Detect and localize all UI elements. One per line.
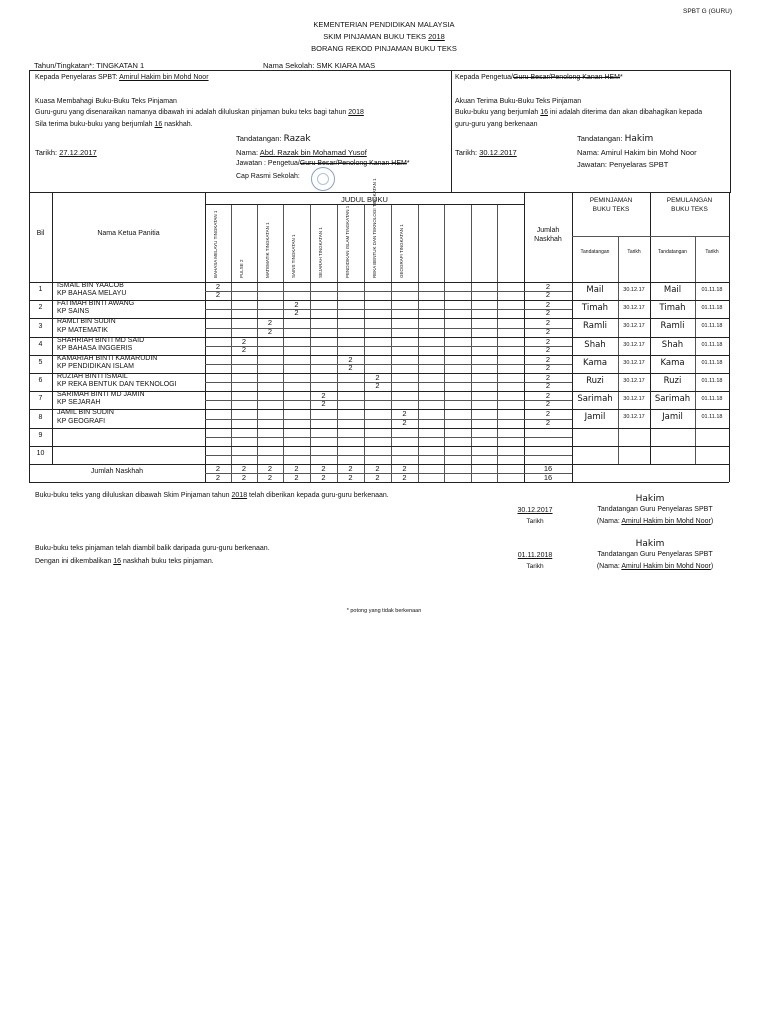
sig2-handwriting: Hakim bbox=[635, 539, 665, 549]
row-qty-a: 2 bbox=[321, 391, 326, 401]
right-signature: Tandatangan: Hakim bbox=[577, 134, 654, 144]
total-b: 2 bbox=[267, 473, 273, 482]
nama-header: Nama Ketua Panitia bbox=[97, 230, 160, 237]
row-bil: 7 bbox=[38, 395, 43, 403]
row-name: KAMARIAH BINTI KAMARUDIN bbox=[57, 354, 158, 362]
row-qty-b: 2 bbox=[402, 417, 407, 427]
row-qty-a: 2 bbox=[294, 300, 299, 310]
sig1-date: 30.12.2017 bbox=[517, 507, 553, 514]
row-pinjam-tarikh: 30.12.17 bbox=[623, 287, 645, 293]
form-title: BORANG REKOD PINJAMAN BUKU TEKS bbox=[311, 44, 457, 53]
sekolah-field: Nama Sekolah: SMK KIARA MAS bbox=[263, 61, 376, 70]
row-qty-b: 2 bbox=[375, 381, 380, 391]
row-pinjam-tarikh: 30.12.17 bbox=[623, 396, 645, 403]
row-jumlah-a: 2 bbox=[545, 373, 551, 382]
row-panitia: KP BAHASA MELAYU bbox=[57, 290, 127, 298]
row-jumlah-a: 2 bbox=[545, 300, 551, 310]
row-pinjam-signature: Timah bbox=[581, 303, 609, 314]
stmt-returned: Buku-buku teks pinjaman telah diambil balik daripada guru-guru berkenaan. bbox=[35, 545, 270, 552]
row-pinjam-signature: Ruzi bbox=[586, 376, 604, 386]
row-bil: 6 bbox=[38, 377, 43, 385]
row-qty-a: 2 bbox=[215, 282, 221, 291]
row-pinjam-signature: Jamil bbox=[584, 412, 606, 423]
row-jumlah-b: 2 bbox=[545, 417, 551, 427]
total-a: 2 bbox=[215, 464, 221, 473]
row-pinjam-signature: Ramli bbox=[583, 321, 607, 332]
akuan-line1: Buku-buku yang berjumlah 16 ini adalah diterima dan akan dibahagikan kepada bbox=[455, 109, 703, 116]
row-pulang-tarikh: 01.11.18 bbox=[701, 305, 723, 312]
right-nama: Nama: Amirul Hakim bin Mohd Noor bbox=[577, 148, 697, 157]
sig2-role: Tandatangan Guru Penyelaras SPBT bbox=[597, 551, 713, 558]
ministry-title: KEMENTERIAN PENDIDIKAN MALAYSIA bbox=[313, 20, 455, 29]
row-jumlah-a: 2 bbox=[545, 318, 551, 328]
grand-total-b: 16 bbox=[543, 473, 553, 482]
row-jumlah-b: 2 bbox=[545, 362, 551, 372]
book-title: BAHASA MELAYU TINGKATAN 1 bbox=[213, 210, 218, 278]
row-jumlah-b: 2 bbox=[545, 308, 551, 318]
akuan-line2: guru-guru yang berkenaan bbox=[455, 121, 538, 128]
kuasa-line2: Sila terima buku-buku yang berjumlah 16 naskhah. bbox=[35, 121, 193, 128]
book-title: PULSE 2 bbox=[239, 259, 244, 278]
row-panitia: KP GEOGRAFI bbox=[57, 417, 106, 425]
row-bil: 10 bbox=[36, 449, 45, 457]
row-pinjam-signature: Sarimah bbox=[577, 394, 613, 405]
row-pinjam-signature: Shah bbox=[584, 339, 606, 350]
sig2-name: (Nama: Amirul Hakim bin Mohd Noor) bbox=[596, 563, 714, 570]
row-pulang-signature: Sarimah bbox=[654, 394, 691, 405]
total-b: 2 bbox=[348, 473, 353, 482]
row-qty-b: 2 bbox=[241, 344, 247, 354]
row-qty-b: 2 bbox=[294, 308, 299, 318]
row-qty-b: 2 bbox=[267, 326, 273, 336]
row-pulang-signature: Jamil bbox=[662, 412, 683, 423]
book-title: MATEMATIK TINGKATAN 1 bbox=[265, 222, 270, 278]
row-pinjam-tarikh: 30.12.17 bbox=[623, 359, 645, 366]
total-label: Jumlah Naskhah bbox=[90, 468, 144, 475]
total-b: 2 bbox=[402, 473, 407, 482]
row-name: JAMIL BIN SUDIN bbox=[57, 409, 114, 417]
row-pulang-tarikh: 01.11.18 bbox=[701, 341, 723, 348]
total-b: 2 bbox=[215, 473, 221, 482]
stmt-returned-count: Dengan ini dikembalikan 16 naskhah buku teks pinjaman. bbox=[35, 558, 214, 565]
left-nama: Nama: Abd. Razak bin Mohamad Yusof bbox=[236, 148, 367, 157]
book-title: REKA BENTUK DAN TEKNOLOGI TINGKATAN 1 bbox=[372, 178, 377, 278]
row-bil: 5 bbox=[38, 358, 43, 366]
row-pinjam-tarikh: 30.12.17 bbox=[623, 305, 645, 312]
right-jawatan: Jawatan: Penyelaras SPBT bbox=[577, 160, 669, 169]
row-bil: 2 bbox=[38, 304, 43, 312]
left-tarikh: Tarikh: 27.12.2017 bbox=[35, 148, 97, 157]
row-qty-b: 2 bbox=[321, 399, 326, 409]
total-a: 2 bbox=[294, 464, 299, 473]
row-jumlah-a: 2 bbox=[545, 282, 551, 291]
total-a: 2 bbox=[348, 464, 353, 473]
row-bil: 1 bbox=[38, 286, 43, 294]
row-panitia: KP SEJARAH bbox=[57, 399, 101, 407]
tahun-field: Tahun/Tingkatan*: TINGKATAN 1 bbox=[34, 61, 145, 70]
row-pulang-tarikh: 01.11.18 bbox=[701, 359, 723, 366]
row-pulang-signature: Ruzi bbox=[663, 376, 682, 386]
row-pinjam-tarikh: 30.12.17 bbox=[623, 378, 645, 384]
akuan-heading: Akuan Terima Buku-Buku Teks Pinjaman bbox=[455, 98, 582, 105]
row-jumlah-a: 2 bbox=[545, 354, 551, 364]
row-bil: 4 bbox=[38, 340, 43, 348]
total-b: 2 bbox=[241, 473, 247, 482]
row-jumlah-b: 2 bbox=[545, 344, 551, 354]
judul-header: JUDUL BUKU bbox=[341, 195, 388, 204]
row-jumlah-a: 2 bbox=[545, 391, 551, 401]
row-pinjam-tarikh: 30.12.17 bbox=[623, 323, 645, 330]
sig2-date: 01.11.2018 bbox=[517, 552, 553, 559]
row-jumlah-a: 2 bbox=[545, 409, 551, 419]
left-jawatan: Jawatan : Pengetua/Guru Besar/Penolong Kanan HEM* bbox=[236, 160, 410, 167]
book-title: GEOGRAFI TINGKATAN 1 bbox=[399, 224, 404, 278]
scheme-title: SKIM PINJAMAN BUKU TEKS 2018 bbox=[323, 32, 445, 41]
row-bil: 8 bbox=[38, 413, 43, 421]
total-a: 2 bbox=[321, 464, 326, 473]
sig1-role: Tandatangan Guru Penyelaras SPBT bbox=[597, 506, 713, 513]
row-pulang-signature: Kama bbox=[660, 357, 685, 368]
total-b: 2 bbox=[321, 473, 326, 482]
total-b: 2 bbox=[294, 473, 299, 482]
sig1-name: (Nama: Amirul Hakim bin Mohd Noor) bbox=[596, 518, 714, 525]
row-qty-a: 2 bbox=[375, 373, 380, 382]
peminjaman-header: PEMINJAMAN BUKU TEKS bbox=[589, 197, 633, 213]
row-panitia: KP SAINS bbox=[57, 308, 90, 316]
row-qty-a: 2 bbox=[348, 354, 353, 364]
book-title: PENDIDIKAN ISLAM TINGKATAN 1 bbox=[345, 205, 350, 278]
row-pulang-tarikh: 01.11.18 bbox=[701, 396, 723, 403]
total-b: 2 bbox=[375, 473, 380, 482]
row-pulang-tarikh: 01.11.18 bbox=[701, 287, 723, 293]
pulang-tarikh-header: Tarikh bbox=[705, 249, 719, 255]
row-name: SARIMAH BINTI MD JAMIN bbox=[57, 391, 145, 399]
sig1-handwriting: Hakim bbox=[635, 494, 665, 504]
row-pulang-tarikh: 01.11.18 bbox=[701, 414, 723, 421]
pinjam-tarikh-header: Tarikh bbox=[627, 249, 641, 255]
row-panitia: KP REKA BENTUK DAN TEKNOLOGI bbox=[57, 381, 177, 389]
row-bil: 3 bbox=[38, 322, 43, 330]
row-panitia: KP MATEMATIK bbox=[57, 326, 108, 334]
row-qty-a: 2 bbox=[402, 409, 407, 419]
row-qty-a: 2 bbox=[241, 336, 247, 346]
row-name: FATIMAH BINTI AWANG bbox=[57, 300, 135, 308]
row-jumlah-b: 2 bbox=[545, 326, 551, 336]
total-a: 2 bbox=[402, 464, 407, 473]
kepada-pengetua: Kepada Pengetua/Guru Besar/Penolong Kanan HEM* bbox=[455, 74, 623, 81]
row-jumlah-a: 2 bbox=[545, 336, 551, 346]
sig2-tarikh-label: Tarikh bbox=[526, 563, 544, 570]
row-pinjam-signature: Mail bbox=[586, 285, 604, 295]
total-a: 2 bbox=[241, 464, 247, 473]
row-jumlah-b: 2 bbox=[545, 381, 551, 391]
row-pinjam-tarikh: 30.12.17 bbox=[623, 414, 645, 421]
row-name: RAMLI BIN SUDIN bbox=[57, 318, 116, 326]
row-jumlah-b: 2 bbox=[545, 399, 551, 409]
grand-total-a: 16 bbox=[543, 464, 553, 473]
row-pulang-tarikh: 01.11.18 bbox=[701, 323, 723, 330]
row-panitia: KP PENDIDIKAN ISLAM bbox=[57, 362, 134, 370]
book-title: SAINS TINGKATAN 1 bbox=[291, 234, 296, 278]
pulang-ttd-header: Tandatangan bbox=[658, 249, 687, 255]
bil-header: Bil bbox=[36, 230, 45, 237]
row-panitia: KP BAHASA INGGERIS bbox=[57, 344, 133, 352]
pinjam-ttd-header: Tandatangan bbox=[580, 249, 610, 255]
row-pinjam-signature: Kama bbox=[582, 357, 608, 368]
row-pulang-tarikh: 01.11.18 bbox=[701, 378, 723, 384]
kuasa-line1: Guru-guru yang disenaraikan namanya dibawah ini adalah diluluskan pinjaman buku teks bagi tahun 2018 bbox=[35, 109, 364, 116]
pemulangan-header: PEMULANGAN BUKU TEKS bbox=[666, 197, 713, 213]
row-qty-b: 2 bbox=[348, 362, 353, 372]
total-a: 2 bbox=[375, 464, 380, 473]
row-bil: 9 bbox=[38, 431, 43, 439]
row-name: ISMAIL BIN YAACOB bbox=[57, 282, 124, 289]
left-signature: Tandatangan: Razak bbox=[236, 134, 311, 144]
book-title: SEJARAH TINGKATAN 1 bbox=[318, 227, 323, 278]
row-pulang-signature: Shah bbox=[661, 339, 684, 350]
row-qty-a: 2 bbox=[267, 318, 273, 328]
row-pulang-signature: Mail bbox=[663, 285, 682, 295]
kepada-penyelaras: Kepada Penyelaras SPBT: Amirul Hakim bin Mohd Noor bbox=[35, 74, 209, 81]
total-a: 2 bbox=[267, 464, 273, 473]
form-code: SPBT G (GURU) bbox=[683, 8, 732, 15]
stmt-approved: Buku-buku teks yang diluluskan dibawah Skim Pinjaman tahun 2018 telah diberikan kepada guru-guru berkenaan. bbox=[35, 492, 389, 499]
footnote: * potong yang tidak berkenaan bbox=[346, 608, 422, 614]
right-tarikh: Tarikh: 30.12.2017 bbox=[455, 148, 517, 157]
row-pulang-signature: Ramli bbox=[660, 321, 685, 332]
jumlah-header: Jumlah Naskhah bbox=[534, 227, 562, 243]
row-qty-b: 2 bbox=[215, 290, 221, 300]
sig1-tarikh-label: Tarikh bbox=[526, 518, 544, 525]
row-name: SHAHRIAH BINTI MD SAID bbox=[57, 336, 145, 344]
row-name: RUZIAH BINTI ISMAIL bbox=[57, 373, 128, 380]
row-pinjam-tarikh: 30.12.17 bbox=[623, 341, 645, 348]
cap-rasmi: Cap Rasmi Sekolah: bbox=[236, 173, 300, 180]
row-pulang-signature: Timah bbox=[659, 303, 686, 314]
row-jumlah-b: 2 bbox=[545, 290, 551, 300]
kuasa-heading: Kuasa Membahagi Buku-Buku Teks Pinjaman bbox=[35, 98, 177, 105]
